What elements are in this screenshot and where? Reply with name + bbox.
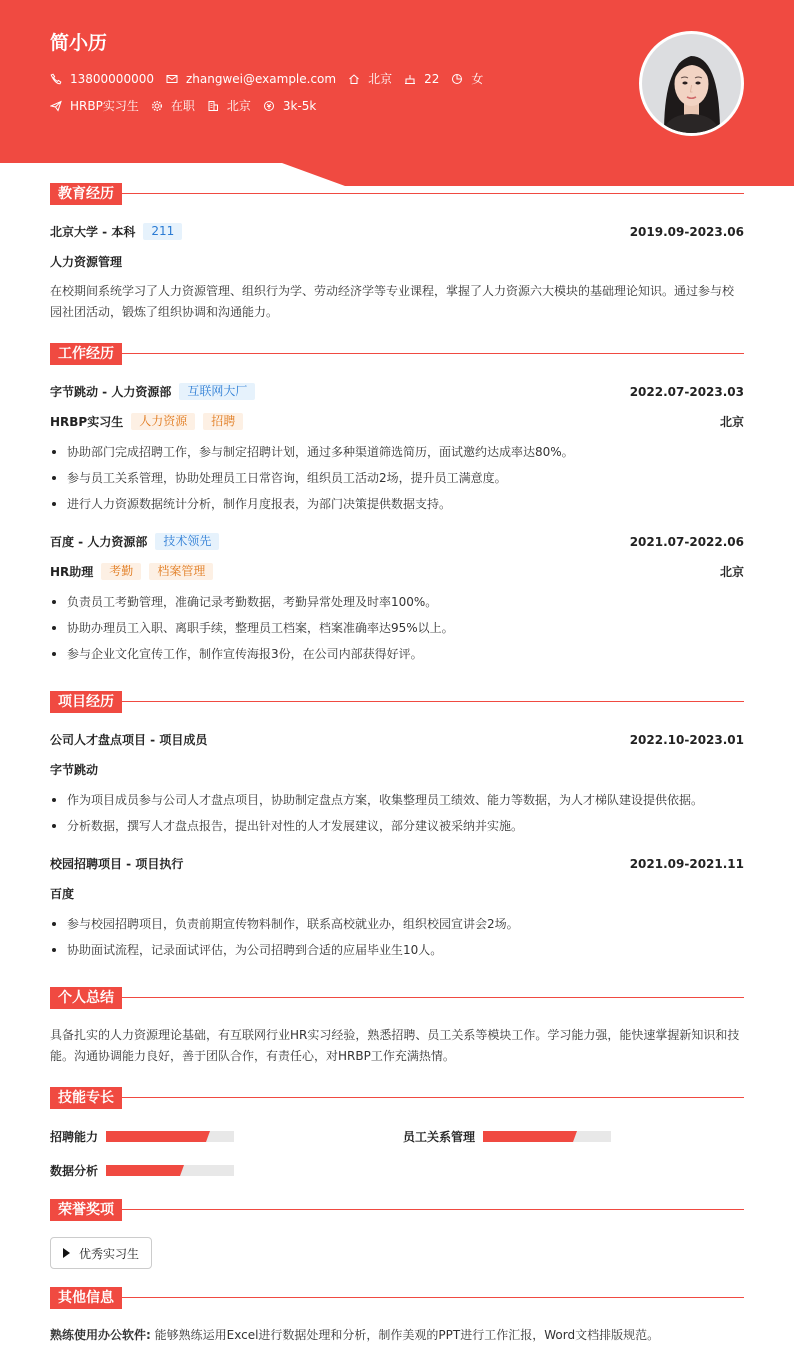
section-title: 个人总结 [50,987,122,1009]
section-title: 教育经历 [50,183,122,205]
section-divider [50,193,744,194]
skill-bar [106,1131,234,1142]
school-name: 北京大学 - 本科 [50,225,136,239]
project-bullets [50,787,744,839]
education-dates: 2019.09-2023.06 [629,224,744,239]
section-divider [50,1209,744,1210]
section-title: 荣誉奖项 [50,1199,122,1221]
section-title: 项目经历 [50,691,122,713]
age-value: 22 [424,71,440,86]
company-name: 字节跳动 - 人力资源部 [50,385,172,399]
phone-item [50,72,154,86]
status-item [151,97,195,114]
gear-icon [151,100,163,112]
phone-icon [50,73,62,85]
project-org: 百度 [50,887,75,901]
major-name: 人力资源管理 [50,255,123,269]
job-tag: 档案管理 [149,563,213,580]
city-item [348,70,392,87]
project-org-row [50,885,744,902]
section-header [50,1199,744,1221]
project-name: 公司人才盘点项目 - 项目成员 [50,733,208,747]
company-badge: 互联网大厂 [179,383,255,400]
salary-item [263,99,317,113]
section-title: 技能专长 [50,1087,122,1109]
status-value: 在职 [170,99,195,113]
job-role: HRBP实习生 [50,415,124,429]
skill-bar [483,1131,611,1142]
education-description: 在校期间系统学习了人力资源管理、组织行为学、劳动经济学等专业课程，掌握了人力资源六大模块的基础理论知识。通过参与校园社团活动，锻炼了组织协调和沟通能力。 [50,284,735,319]
project-dates: 2021.09-2021.11 [629,856,744,871]
company-name: 百度 - 人力资源部 [50,535,148,549]
coin-icon [263,100,275,112]
resume-header [0,0,794,186]
skill-name: 招聘能力 [50,1130,99,1144]
other-text: 能够熟练运用Excel进行数据处理和分析，制作美观的PPT进行工作汇报，Word文档排版规范。 [154,1328,660,1342]
school-badge: 211 [143,223,182,240]
list-item: 参与企业文化宣传工作，制作宣传海报3份，在公司内部获得好评。 [50,641,744,667]
job-bullets [50,439,744,517]
play-icon [63,1248,70,1258]
job-role-row [50,563,744,580]
list-item: 参与员工关系管理，协助处理员工日常咨询，组织员工活动2场，提升员工满意度。 [50,465,744,491]
company-badge: 技术领先 [155,533,219,550]
project-dates: 2022.10-2023.01 [629,732,744,747]
skills-section [50,1087,744,1109]
job-header [50,383,744,400]
gender-item [451,70,483,87]
job-tag: 人力资源 [131,413,195,430]
section-header [50,1287,744,1309]
gender-value: 女 [471,72,484,86]
email-address: zhangwei@example.com [185,71,337,86]
skill-item [403,1128,611,1145]
project-header [50,731,744,748]
section-title: 工作经历 [50,343,122,365]
project-name: 校园招聘项目 - 项目执行 [50,857,184,871]
skill-bar-fill [106,1131,206,1142]
section-header [50,1087,744,1109]
job-dates: 2021.07-2022.06 [629,534,744,549]
skill-item [50,1128,234,1145]
project-org-row [50,761,744,778]
job-location: 北京 [719,415,744,429]
major-row [50,253,744,270]
summary-text: 具备扎实的人力资源理论基础，有互联网行业HR实习经验，熟悉招聘、员工关系等模块工作。学习能力强，能快速掌握新知识和技能。沟通协调能力良好，善于团队合作，有责任心，对HRBP工作充满热情。 [50,1028,740,1063]
building-icon [207,100,219,112]
job-header [50,533,744,550]
position-item [50,97,139,114]
education-section [50,183,744,205]
summary-section [50,987,744,1009]
projects-section [50,691,744,713]
avatar [639,31,744,136]
cake-icon [404,73,416,85]
skill-item [50,1162,234,1179]
education-row [50,223,744,240]
section-title: 其他信息 [50,1287,122,1309]
job-intent-row [50,97,328,114]
other-label: 熟练使用办公软件: [50,1328,151,1342]
profile-photo [642,34,741,133]
skill-bar-fill [483,1131,573,1142]
list-item: 参与校园招聘项目，负责前期宣传物料制作，联系高校就业办，组织校园宣讲会2场。 [50,911,744,937]
work-section [50,343,744,365]
skill-bar-fill [106,1165,180,1176]
job-role: HR助理 [50,565,94,579]
section-header [50,691,744,713]
email-item [166,72,336,86]
age-item [404,72,439,86]
section-divider [50,1297,744,1298]
skill-name: 数据分析 [50,1164,99,1178]
skill-bar [106,1165,234,1176]
project-bullets [50,911,744,963]
list-item: 负责员工考勤管理，准确记录考勤数据，考勤异常处理及时率100%。 [50,589,744,615]
section-divider [50,997,744,998]
list-item: 协助办理员工入职、离职手续，整理员工档案，档案准确率达95%以上。 [50,615,744,641]
send-icon [50,100,62,112]
other-section [50,1287,744,1309]
job-location: 北京 [719,565,744,579]
list-item: 协助面试流程，记录面试评估，为公司招聘到合适的应届毕业生10人。 [50,937,744,963]
section-header [50,183,744,205]
project-org: 字节跳动 [50,763,99,777]
job-tag: 招聘 [203,413,243,430]
job-role-row [50,413,744,430]
candidate-name: 简小历 [50,32,108,54]
section-header [50,343,744,365]
project-header [50,855,744,872]
section-divider [50,701,744,702]
list-item: 分析数据，撰写人才盘点报告，提出针对性的人才发展建议，部分建议被采纳并实施。 [50,813,744,839]
job-bullets [50,589,744,667]
job-tag: 考勤 [101,563,141,580]
job-dates: 2022.07-2023.03 [629,384,744,399]
skill-name: 员工关系管理 [403,1130,476,1144]
phone-number: 13800000000 [70,71,154,86]
list-item: 作为项目成员参与公司人才盘点项目，协助制定盘点方案，收集整理员工绩效、能力等数据，为人才梯队建设提供依据。 [50,787,744,813]
target-city-value: 北京 [226,99,251,113]
section-header [50,987,744,1009]
target-city-item [207,97,251,114]
gender-icon [451,73,463,85]
position-value: HRBP实习生 [70,99,139,113]
salary-value: 3k-5k [282,98,317,113]
mail-icon [166,73,178,85]
award-name: 优秀实习生 [79,1246,140,1261]
list-item: 协助部门完成招聘工作，参与制定招聘计划，通过多种渠道筛选简历，面试邀约达成率达80%。 [50,439,744,465]
section-divider [50,353,744,354]
awards-section [50,1199,744,1221]
award-item[interactable] [50,1237,152,1269]
home-icon [348,73,360,85]
list-item: 进行人力资源数据统计分析，制作月度报表，为部门决策提供数据支持。 [50,491,744,517]
city-value: 北京 [368,72,393,86]
section-divider [50,1097,744,1098]
other-info [50,1325,744,1346]
contact-info-row [50,70,495,87]
